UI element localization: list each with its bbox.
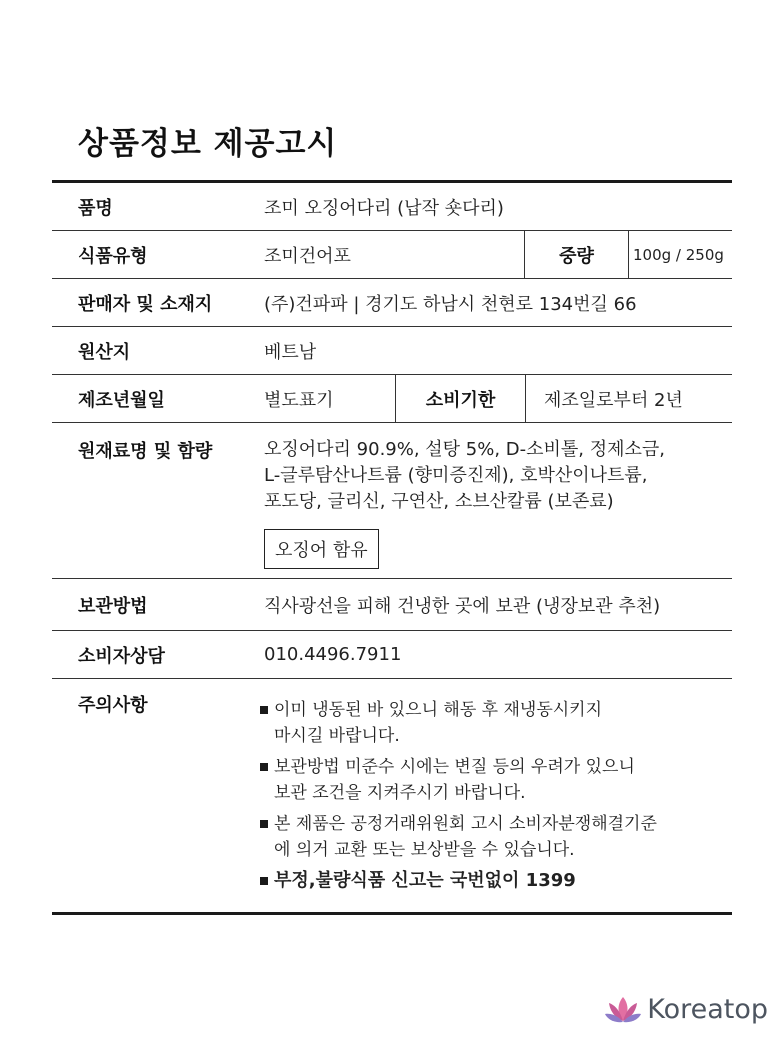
report-hotline: 부정,불량식품 신고는 국번없이 1399	[274, 870, 576, 891]
caution-item	[260, 811, 657, 863]
row-value: 010.4496.7911	[264, 644, 402, 665]
row-value: 조미건어포	[264, 245, 351, 267]
ingredients-line: 포도당, 글리신, 구연산, 소브산칼륨 (보존료)	[264, 491, 614, 512]
row-storage	[52, 579, 732, 631]
row-label: 판매자 및 소재지	[78, 293, 213, 315]
row-label: 원산지	[78, 341, 131, 363]
row-manufacture-date	[52, 375, 732, 423]
caution-line: 보관방법 미준수 시에는 변질 등의 우려가 있으니	[274, 757, 635, 777]
caution-notes	[260, 679, 732, 912]
row-label: 식품유형	[78, 245, 148, 267]
row-seller	[52, 279, 732, 327]
bullet-square-icon	[260, 706, 268, 714]
row-label: 보관방법	[78, 595, 148, 617]
caution-item	[260, 754, 657, 806]
row-label: 소비자상담	[78, 645, 165, 667]
row-label: 품명	[78, 197, 113, 219]
ingredients-value	[260, 423, 732, 578]
bullet-square-icon	[260, 877, 268, 885]
row-label: 주의사항	[78, 695, 148, 716]
bullet-square-icon	[260, 763, 268, 771]
product-info-table	[52, 180, 732, 915]
caution-list	[260, 679, 657, 899]
row-product-name	[52, 183, 732, 231]
caution-line: 본 제품은 공정거래위원회 고시 소비자분쟁해결기준	[274, 814, 657, 834]
row-value: (주)건파파 | 경기도 하남시 천현로 134번길 66	[264, 293, 637, 315]
row-label: 원재료명 및 함량	[78, 441, 213, 462]
caution-line: 보관 조건을 지켜주시기 바랍니다.	[274, 783, 526, 803]
caution-line: 에 의거 교환 또는 보상받을 수 있습니다.	[274, 840, 575, 860]
expiry-label: 소비기한	[395, 375, 525, 422]
allergen-badge: 오징어 함유	[264, 529, 379, 569]
row-ingredients	[52, 423, 732, 579]
row-value: 조미 오징어다리 (납작 숏다리)	[264, 197, 504, 219]
page-title: 상품정보 제공고시	[78, 126, 338, 162]
expiry-value: 제조일로부터 2년	[525, 375, 732, 422]
caution-item-report	[260, 868, 657, 894]
weight-label: 중량	[524, 231, 628, 278]
watermark-logo	[605, 994, 768, 1025]
lotus-icon	[605, 995, 641, 1025]
row-label: 제조년월일	[78, 389, 165, 411]
watermark-text: Koreatop	[647, 994, 768, 1025]
row-contact	[52, 631, 732, 679]
row-value: 직사광선을 피해 건냉한 곳에 보관 (냉장보관 추천)	[264, 595, 661, 617]
ingredients-line: 오징어다리 90.9%, 설탕 5%, D-소비톨, 정제소금,	[264, 439, 666, 460]
caution-item	[260, 697, 657, 749]
weight-value: 100g / 250g	[628, 231, 732, 278]
caution-line: 이미 냉동된 바 있으니 해동 후 재냉동시키지	[274, 700, 603, 720]
row-food-type	[52, 231, 732, 279]
row-caution	[52, 679, 732, 915]
bullet-square-icon	[260, 820, 268, 828]
row-value: 별도표기	[264, 389, 334, 411]
row-origin	[52, 327, 732, 375]
caution-line: 마시길 바랍니다.	[274, 726, 400, 746]
row-value: 베트남	[264, 341, 317, 363]
ingredients-line: L-글루탐산나트륨 (향미증진제), 호박산이나트륨,	[264, 465, 648, 486]
